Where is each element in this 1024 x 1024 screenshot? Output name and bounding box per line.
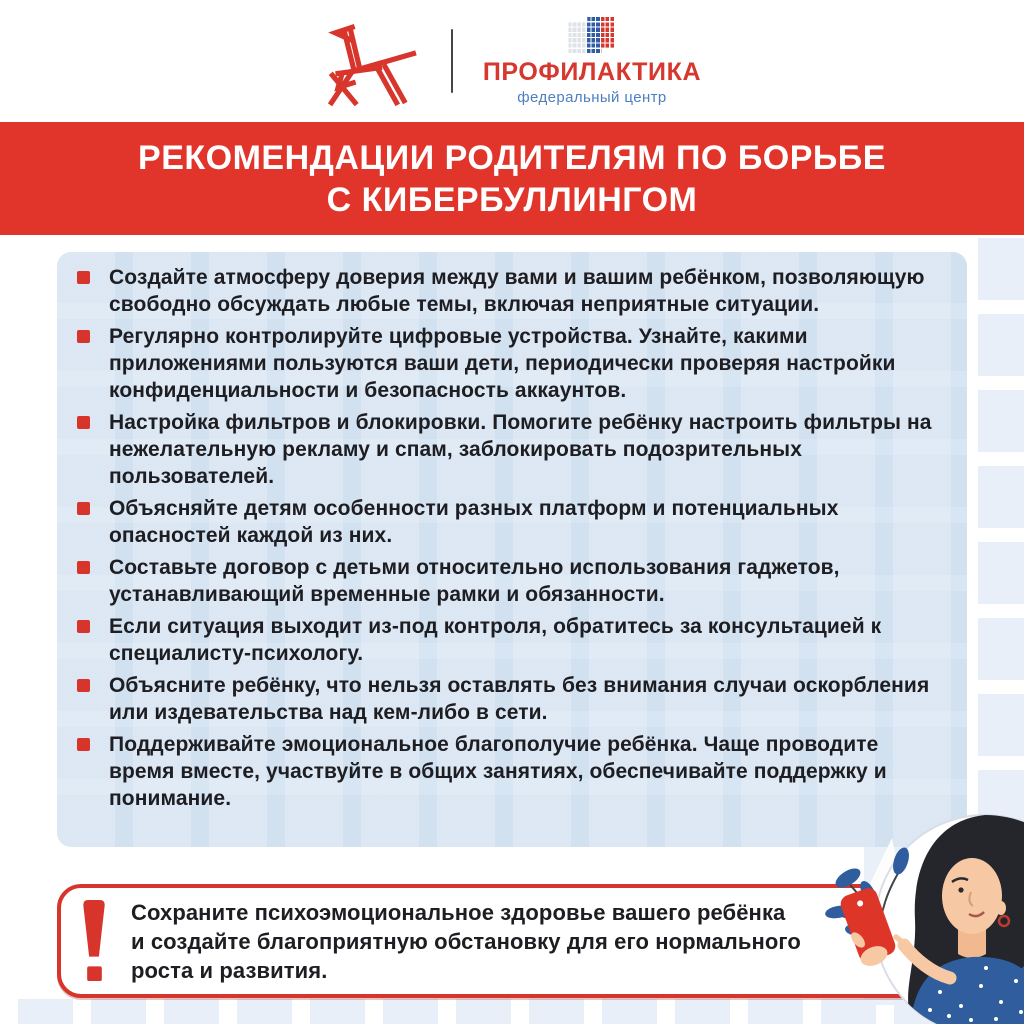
bullet-square-icon [77, 561, 90, 574]
exclamation-icon [79, 900, 109, 982]
recommendation-text: Настройка фильтров и блокировки. Помогите ребёнку настроить фильтры на нежелательную рекламу и спам, заблокировать подозрительных пользователей. [109, 411, 932, 488]
chair-logo-icon [323, 20, 421, 108]
recommendation-text: Создайте атмосферу доверия между вами и вашим ребёнком, позволяющую свободно обсуждать любые темы, включая неприятные ситуации. [109, 266, 925, 316]
recommendation-text: Если ситуация выходит из-под контроля, обратитесь за консультацией к специалисту-психологу. [109, 615, 882, 665]
page-title-line: С КИБЕРБУЛЛИНГОМ [326, 180, 698, 219]
list-item [77, 731, 933, 812]
header [0, 0, 1024, 122]
list-item [77, 409, 933, 490]
bullet-square-icon [77, 502, 90, 515]
bullet-square-icon [77, 416, 90, 429]
recommendation-text: Объясните ребёнку, что нельзя оставлять без внимания случаи оскорбления или издевательства над кем-либо в сети. [109, 674, 930, 724]
page-title-line: РЕКОМЕНДАЦИИ РОДИТЕЛЯМ ПО БОРЬБЕ [138, 138, 886, 177]
footer-note-line: и создайте благоприятную обстановку для его нормального [131, 928, 801, 954]
face [942, 858, 1002, 934]
list-item [77, 554, 933, 608]
org-logo [483, 16, 701, 106]
recommendation-text: Объясняйте детям особенности разных платформ и потенциальных опасностей каждой из них. [109, 497, 839, 547]
header-divider [451, 29, 453, 93]
bullet-square-icon [77, 271, 90, 284]
bullet-square-icon [77, 679, 90, 692]
footer-note-text [131, 898, 801, 985]
bullet-square-icon [77, 738, 90, 751]
list-item [77, 495, 933, 549]
list-item [77, 672, 933, 726]
footer-note-line: роста и развития. [131, 957, 328, 983]
org-subtitle: федеральный центр [517, 89, 667, 106]
recommendations-list [77, 264, 933, 812]
recommendation-text: Регулярно контролируйте цифровые устройства. Узнайте, какими приложениями пользуются ваши дети, периодически проверяя настройки конфиденциальности и безопасность аккаунтов. [109, 325, 896, 402]
woman-with-phone-illustration [820, 790, 1024, 1024]
eye [958, 887, 963, 892]
footer-note-line: Сохраните психоэмоциональное здоровье вашего ребёнка [131, 899, 786, 925]
recommendations-box [57, 252, 967, 847]
org-name: ПРОФИЛАКТИКА [482, 58, 702, 86]
recommendation-text: Составьте договор с детьми относительно использования гаджетов, устанавливающий временные рамки и обязанности. [109, 556, 840, 606]
bullet-square-icon [77, 330, 90, 343]
pixel-flag-icon [568, 16, 615, 53]
title-banner [0, 122, 1024, 235]
bullet-square-icon [77, 620, 90, 633]
list-item [77, 264, 933, 318]
list-item [77, 613, 933, 667]
recommendation-text: Поддерживайте эмоциональное благополучие ребёнка. Чаще проводите время вместе, участвуйте в общих занятиях, обеспечивайте поддержку и понимание. [109, 733, 887, 810]
list-item [77, 323, 933, 404]
